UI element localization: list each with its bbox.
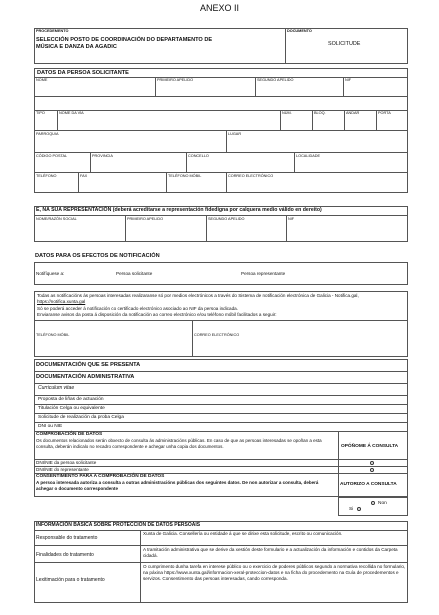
field-segundo-apelido[interactable]: SEGUNDO APELIDO bbox=[257, 78, 294, 82]
document-label: DOCUMENTO bbox=[287, 29, 312, 33]
doc-item-titulacion: Titulación Celga ou equivalente bbox=[38, 406, 105, 411]
field-codigo-postal[interactable]: CÓDIGO POSTAL bbox=[36, 154, 68, 158]
rep-field-nif[interactable]: NIF bbox=[288, 217, 295, 221]
field-lugar[interactable]: LUGAR bbox=[228, 132, 242, 136]
field-tipo[interactable]: TIPO bbox=[36, 111, 45, 115]
field-bloq[interactable]: BLOQ. bbox=[314, 111, 326, 115]
privacy-row-finalidades-label: Finalidades do tratamento bbox=[36, 552, 94, 558]
doc-item-proposta: Proposta de liñas de actuación bbox=[38, 397, 104, 402]
consent-answer-box bbox=[338, 497, 408, 516]
oppose-solicitante-radio[interactable] bbox=[370, 461, 374, 465]
documents-header: DOCUMENTACIÓN QUE SE PRESENTA bbox=[36, 362, 141, 368]
notify-option-representante[interactable]: Persoa representante bbox=[241, 271, 286, 276]
privacy-row-lexitimacion-label: Lexitimación para o tratamento bbox=[36, 577, 105, 583]
representative-header-note: (deberá acreditarse a representación fidedigna por calquera medio válido en dereito) bbox=[112, 207, 322, 213]
notification-choice-box bbox=[34, 262, 408, 285]
notifica-link[interactable]: https://notifica.xunta.gal bbox=[37, 299, 86, 304]
notification-paragraph-1 bbox=[37, 293, 405, 305]
notify-field-correo[interactable]: CORREO ELECTRÓNICO bbox=[194, 333, 240, 337]
procedure-label: PROCEDEMENTO bbox=[36, 29, 69, 33]
verification-header: COMPROBACIÓN DE DATOS bbox=[36, 432, 103, 437]
field-primeiro-apelido[interactable]: PRIMEIRO APELIDO bbox=[157, 78, 194, 82]
procedure-name-line2: MÚSICA E DANZA DA AGADIC bbox=[36, 44, 117, 50]
consent-text: A persoa interesada autoriza a consulta a outras administracións públicas dos seguintes datos. De non autorizar a consulta, deberá achegar o documento correspondente bbox=[36, 480, 319, 491]
field-fax[interactable]: FAX bbox=[80, 174, 88, 178]
field-nome-via[interactable]: NOME DA VÍA bbox=[59, 111, 84, 115]
privacy-row-lexitimacion-text: O cumprimento dunha tarefa en interese público ou o exercicio de poderes públicos segundo a normativa recollida no formulario, na páxina https://www.xunta.gal/informacion-xeral-proteccion-datos e na ficha do procedemento na Guía de procedementos e servizos. Consentimento das persoas interesadas, cando corresponda. bbox=[143, 564, 406, 581]
field-num[interactable]: NÚM. bbox=[282, 111, 292, 115]
field-localidade[interactable]: LOCALIDADE bbox=[296, 154, 321, 158]
verification-row-solicitante: DNI/NIE da persoa solicitante bbox=[36, 460, 97, 465]
notification-header: DATOS PARA OS EFECTOS DE NOTIFICACIÓN bbox=[35, 253, 160, 259]
field-parroquia[interactable]: PARROQUIA bbox=[36, 132, 59, 136]
notification-text-1: Todas as notificacións ás persoas interesadas realizaranse só por medios electrónicos a través do Sistema de notificación electrónica de Galicia - Notifica.gal, bbox=[37, 293, 359, 298]
privacy-row-finalidades-text: A tramitación administrativa que se derive da xestión deste formulario e a actualización da información e contidos da Carpeta cidadá. bbox=[143, 547, 398, 558]
representative-header-title: E, NA SÚA REPRESENTACIÓN bbox=[36, 207, 112, 213]
field-nome[interactable]: NOME bbox=[36, 78, 48, 82]
field-andar[interactable]: ANDAR bbox=[346, 111, 360, 115]
applicant-header: DATOS DA PERSOA SOLICITANTE bbox=[37, 70, 129, 76]
privacy-row-responsable-text: Xunta de Galicia. Consellería ou entidade á que se dirixe esta solicitude, escrito ou comunicación. bbox=[143, 531, 343, 536]
notify-field-telefono-movil[interactable]: TELÉFONO MÓBIL bbox=[36, 333, 70, 337]
rep-field-primeiro-apelido[interactable]: PRIMEIRO APELIDO bbox=[127, 217, 164, 221]
field-porta[interactable]: PORTA bbox=[378, 111, 391, 115]
field-provincia[interactable]: PROVINCIA bbox=[92, 154, 113, 158]
field-nif[interactable]: NIF bbox=[345, 78, 352, 82]
notification-paragraph-2: Só se poderá acceder á notificación co certificado electrónico asociado ao NIF da persoa indicada. bbox=[37, 306, 238, 311]
authorize-header: AUTORIZO A CONSULTA bbox=[340, 482, 397, 487]
consent-si-label: Si bbox=[349, 507, 354, 512]
consent-header: CONSENTIMENTO PARA A COMPROBACIÓN DE DATOS bbox=[36, 474, 165, 479]
notification-paragraph-3: Enviaranse avisos da posta á disposición da notificación ao correo electrónico e/ou teléfono móbil facilitados a seguir: bbox=[37, 312, 277, 317]
doc-item-dni: DNI ou NIE bbox=[38, 424, 63, 429]
field-telefono[interactable]: TELÉFONO bbox=[36, 174, 57, 178]
oppose-representante-radio[interactable] bbox=[370, 468, 374, 472]
representative-header bbox=[36, 208, 322, 214]
verification-row-representante: DNI/NIE do representante bbox=[36, 467, 89, 472]
privacy-row-responsable-label: Responsable do tratamento bbox=[36, 535, 98, 541]
procedure-name-line1: SELECCIÓN POSTO DE COORDINACIÓN DO DEPARTAMENTO DE bbox=[36, 37, 213, 43]
notify-option-solicitante[interactable]: Persoa solicitante bbox=[116, 271, 153, 276]
field-telefono-movil[interactable]: TELÉFONO MÓBIL bbox=[168, 174, 202, 178]
rep-field-nome-razon[interactable]: NOME/RAZÓN SOCIAL bbox=[36, 217, 77, 221]
page-title: ANEXO II bbox=[199, 3, 239, 13]
oppose-header: OPÓÑOME Á CONSULTA bbox=[341, 444, 399, 449]
field-correo[interactable]: CORREO ELECTRÓNICO bbox=[228, 174, 274, 178]
verification-text: Os documentos relacionados serán obxecto de consulta ás administracións públicas. En caso de que as persoas interesadas se opoñan a esta consulta, deberán indicalo no recadro correspondente e achegar unha copia dos documentos. bbox=[36, 438, 322, 449]
consent-non-label: Non bbox=[378, 501, 387, 506]
admin-docs-header: DOCUMENTACIÓN ADMINISTRATIVA bbox=[36, 374, 135, 380]
doc-item-cv: Curriculum vitae bbox=[38, 385, 75, 391]
document-value: SOLICITUDE bbox=[328, 41, 361, 47]
privacy-header: INFORMACIÓN BÁSICA SOBRE PROTECCIÓN DE DATOS PERSOAIS bbox=[36, 522, 201, 528]
field-concello[interactable]: CONCELLO bbox=[188, 154, 209, 158]
notify-label: Notifíquese a: bbox=[36, 271, 65, 276]
doc-item-solicitude-celga: Solicitude de realización da proba Celga bbox=[38, 415, 124, 420]
rep-field-segundo-apelido[interactable]: SEGUNDO APELIDO bbox=[208, 217, 245, 221]
